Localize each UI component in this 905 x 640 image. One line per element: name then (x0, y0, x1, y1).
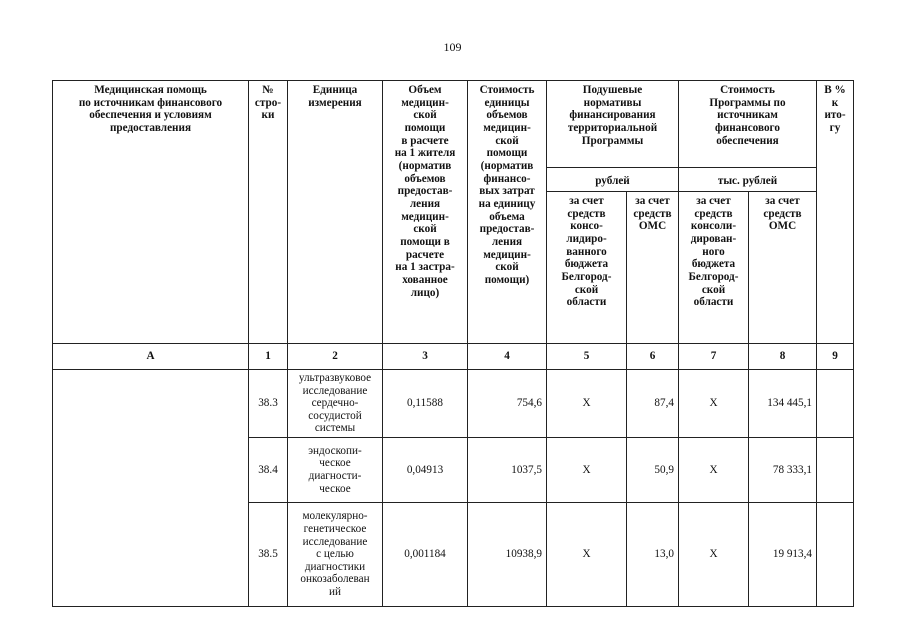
table-row (53, 370, 854, 438)
row-percent (817, 370, 854, 438)
row-per-capita-oms: 87,4 (627, 370, 679, 438)
header-per-capita-group: Подушевые нормативы финансирования территориальной Программы (547, 81, 679, 168)
row-unit: ультразвуковое исследование сердечно- сосудистой системы (288, 370, 383, 438)
row-per-capita-budget: Х (547, 370, 627, 438)
column-index: 3 (383, 344, 468, 370)
header-percent-total: В % к ито- гу (817, 81, 854, 344)
row-per-capita-oms: 50,9 (627, 438, 679, 503)
row-percent (817, 438, 854, 503)
column-index: 4 (468, 344, 547, 370)
row-cost-budget: Х (679, 438, 749, 503)
column-index: 1 (249, 344, 288, 370)
row-cost-oms: 19 913,4 (749, 503, 817, 607)
column-index: 9 (817, 344, 854, 370)
row-unit: эндоскопи- ческое диагности- ческое (288, 438, 383, 503)
header-volume: Объем медицин- ской помощи в расчете на 1 жителя (норматив объемов предостав- ления медицин- ской помощи в расчете на 1 застра- хованное лицо) (383, 81, 468, 344)
row-unit-cost: 1037,5 (468, 438, 547, 503)
row-cost-budget: Х (679, 503, 749, 607)
row-cost-oms: 78 333,1 (749, 438, 817, 503)
row-per-capita-budget: Х (547, 503, 627, 607)
column-index: 6 (627, 344, 679, 370)
row-per-capita-budget: Х (547, 438, 627, 503)
header-unit-cost: Стоимость единицы объемов медицин- ской помощи (норматив финансо- вых затрат на единицу объема предостав- ления медицин- ской помощи) (468, 81, 547, 344)
row-volume: 0,11588 (383, 370, 468, 438)
row-per-capita-oms: 13,0 (627, 503, 679, 607)
medical-care-cell (53, 370, 249, 607)
row-unit-cost: 10938,9 (468, 503, 547, 607)
header-cost-budget: за счет средств консоли- дирован- ного бюджета Белгород- ской области (679, 192, 749, 344)
header-line-number: № стро- ки (249, 81, 288, 344)
row-cost-oms: 134 445,1 (749, 370, 817, 438)
column-index: А (53, 344, 249, 370)
row-line-number: 38.3 (249, 370, 288, 438)
column-index: 7 (679, 344, 749, 370)
page-number: 109 (443, 40, 462, 54)
column-index: 2 (288, 344, 383, 370)
row-volume: 0,04913 (383, 438, 468, 503)
row-unit: молекулярно- генетическое исследование с целью диагностики онкозаболеван ий (288, 503, 383, 607)
row-volume: 0,001184 (383, 503, 468, 607)
financing-table (52, 80, 854, 607)
header-program-cost-group: Стоимость Программы по источникам финансового обеспечения (679, 81, 817, 168)
row-unit-cost: 754,6 (468, 370, 547, 438)
header-per-capita-oms: за счет средств ОМС (627, 192, 679, 344)
header-per-capita-budget: за счет средств консо- лидиро- ванного бюджета Белгород- ской области (547, 192, 627, 344)
header-unit: Единица измерения (288, 81, 383, 344)
header-cost-oms: за счет средств ОМС (749, 192, 817, 344)
row-cost-budget: Х (679, 370, 749, 438)
row-line-number: 38.4 (249, 438, 288, 503)
column-index: 8 (749, 344, 817, 370)
column-index-row (53, 344, 854, 370)
header-unit-thousand-rubles: тыс. рублей (679, 168, 817, 192)
header-unit-rubles: рублей (547, 168, 679, 192)
header-medical-care: Медицинская помощь по источникам финансового обеспечения и условиям предоставления (53, 81, 249, 344)
row-percent (817, 503, 854, 607)
row-line-number: 38.5 (249, 503, 288, 607)
column-index: 5 (547, 344, 627, 370)
